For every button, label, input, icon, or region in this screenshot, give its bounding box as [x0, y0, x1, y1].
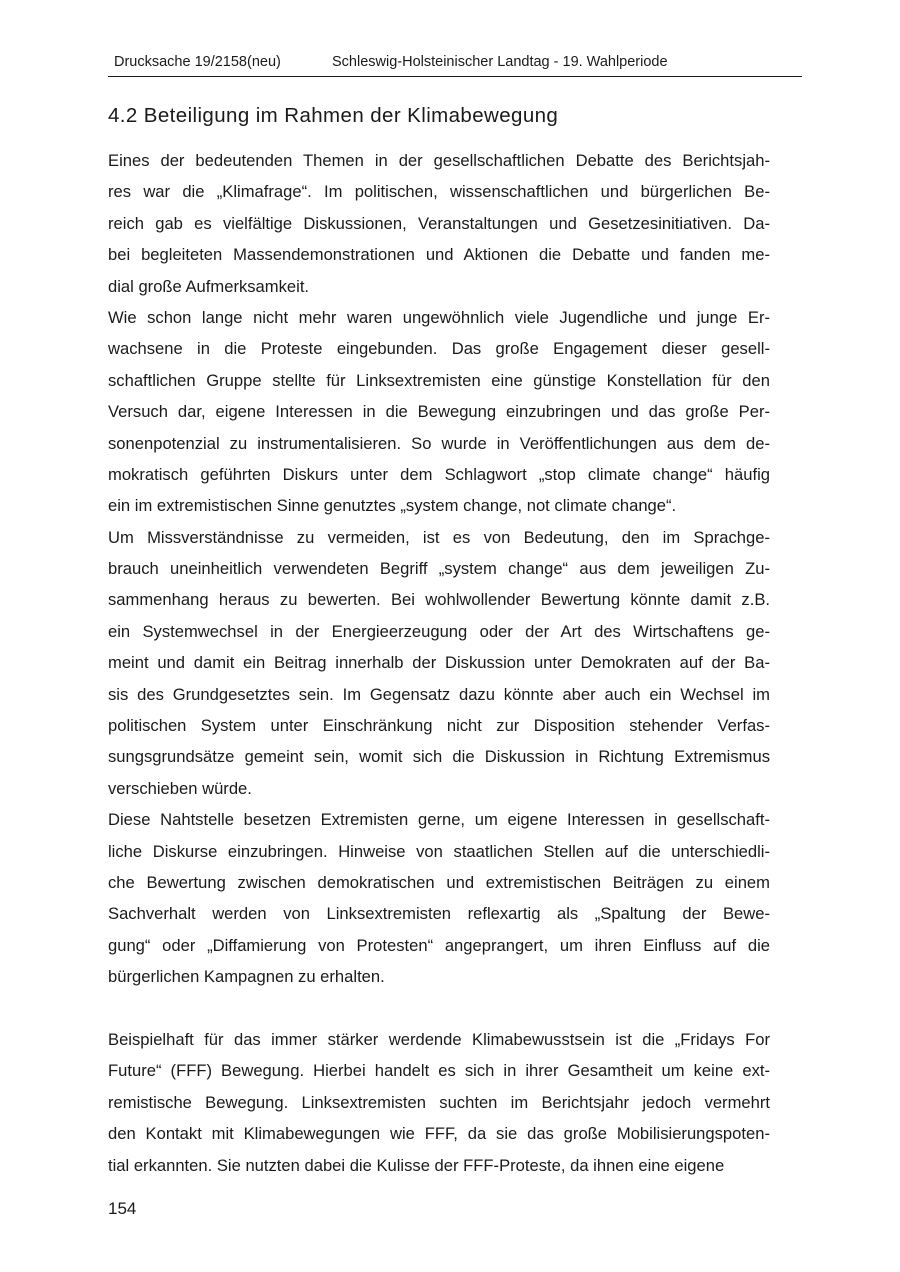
text-line: gung“ oder „Diffamierung von Protesten“ angeprangert, um ihren Einfluss auf die: [108, 935, 770, 955]
text-line: Sachverhalt werden von Linksextremisten reflexartig als „Spaltung der Bewe-: [108, 904, 770, 924]
text-line: Beispielhaft für das immer stärker werdende Klimabewusstsein ist die „Fridays For: [108, 1029, 770, 1049]
text-line: ein Systemwechsel in der Energieerzeugung oder der Art des Wirtschaftens ge-: [108, 621, 770, 641]
paragraph: [108, 145, 770, 302]
paragraph: [108, 302, 770, 522]
text-line: Future“ (FFF) Bewegung. Hierbei handelt es sich in ihrer Gesamtheit um keine ext-: [108, 1061, 770, 1081]
parliament-period: Schleswig-Holsteinischer Landtag - 19. Wahlperiode: [332, 54, 668, 70]
text-line: sis des Grundgesetztes sein. Im Gegensatz dazu könnte aber auch ein Wechsel im: [108, 684, 770, 704]
text-line: mokratisch geführten Diskurs unter dem Schlagwort „stop climate change“ häufig: [108, 464, 770, 484]
text-line: dial große Aufmerksamkeit.: [108, 276, 310, 296]
text-line: wachsene in die Proteste eingebunden. Das große Engagement dieser gesell-: [108, 339, 770, 359]
text-line: remistische Bewegung. Linksextremisten suchten im Berichtsjahr jedoch vermehrt: [108, 1092, 770, 1112]
text-line: Versuch dar, eigene Interessen in die Bewegung einzubringen und das große Per-: [108, 402, 770, 422]
text-line: schaftlichen Gruppe stellte für Linksextremisten eine günstige Konstellation für den: [108, 370, 770, 390]
text-line: ein im extremistischen Sinne genutztes „system change, not climate change“.: [108, 496, 677, 516]
text-line: reich gab es vielfältige Diskussionen, Veranstaltungen und Gesetzesinitiativen. Da-: [108, 213, 770, 233]
text-line: che Bewertung zwischen demokratischen und extremistischen Beiträgen zu einem: [108, 872, 770, 892]
text-line: Um Missverständnisse zu vermeiden, ist es von Bedeutung, den im Sprachge-: [108, 527, 770, 547]
text-line: sonenpotenzial zu instrumentalisieren. So wurde in Veröffentlichungen aus dem de-: [108, 433, 770, 453]
body-text: [108, 145, 770, 1181]
text-line: bürgerlichen Kampagnen zu erhalten.: [108, 967, 385, 987]
section-title: 4.2 Beteiligung im Rahmen der Klimabewegung: [108, 104, 559, 127]
text-line: res war die „Klimafrage“. Im politischen, wissenschaftlichen und bürgerlichen Be-: [108, 182, 770, 202]
text-line: verschieben würde.: [108, 778, 252, 798]
text-line: meint und damit ein Beitrag innerhalb der Diskussion unter Demokraten auf der Ba-: [108, 653, 770, 673]
text-line: tial erkannten. Sie nutzten dabei die Kulisse der FFF-Proteste, da ihnen eine eigene: [108, 1155, 725, 1175]
text-line: Wie schon lange nicht mehr waren ungewöhnlich viele Jugendliche und junge Er-: [108, 307, 770, 327]
paragraph: [108, 522, 770, 805]
paragraph: [108, 1024, 770, 1181]
text-line: brauch uneinheitlich verwendeten Begriff „system change“ aus dem jeweiligen Zu-: [108, 559, 770, 579]
text-line: sammenhang heraus zu bewerten. Bei wohlwollender Bewertung könnte damit z.B.: [108, 590, 770, 610]
text-line: Diese Nahtstelle besetzen Extremisten gerne, um eigene Interessen in gesellschaft-: [108, 810, 770, 830]
text-line: sungsgrundsätze gemeint sein, womit sich die Diskussion in Richtung Extremismus: [108, 747, 770, 767]
paragraph: [108, 804, 770, 992]
page-number: 154: [108, 1199, 137, 1218]
document-number: Drucksache 19/2158(neu): [114, 54, 281, 70]
text-line: politischen System unter Einschränkung nicht zur Disposition stehender Verfas-: [108, 716, 770, 736]
paragraph-gap: [108, 993, 770, 1024]
text-line: liche Diskurse einzubringen. Hinweise von staatlichen Stellen auf die unterschiedli-: [108, 841, 770, 861]
page-header: [108, 52, 802, 77]
text-line: Eines der bedeutenden Themen in der gesellschaftlichen Debatte des Berichtsjah-: [108, 151, 770, 170]
text-line: bei begleiteten Massendemonstrationen und Aktionen die Debatte und fanden me-: [108, 245, 770, 265]
text-line: den Kontakt mit Klimabewegungen wie FFF, da sie das große Mobilisierungspoten-: [108, 1124, 770, 1144]
